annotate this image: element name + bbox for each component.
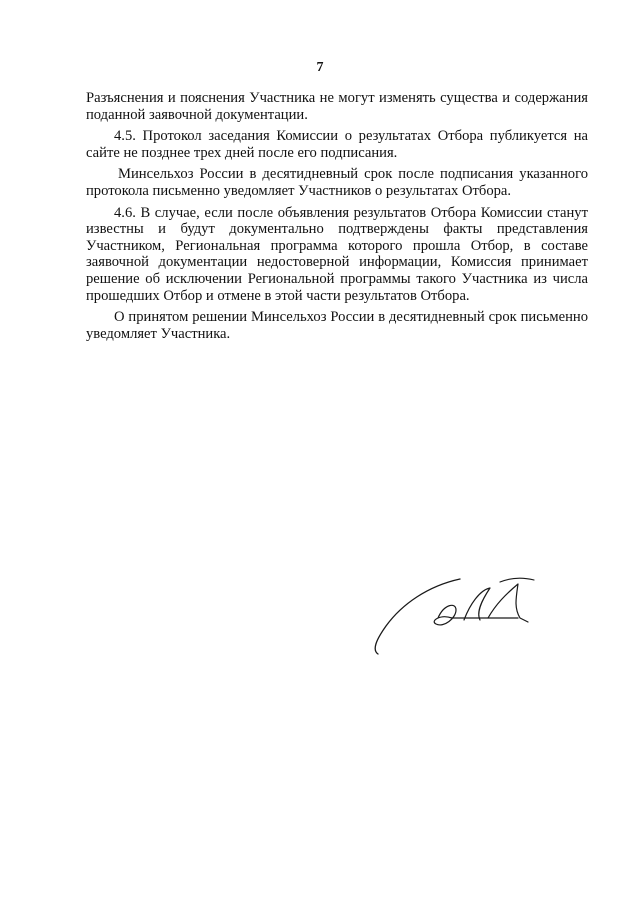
- paragraph-clarifications: Разъяснения и пояснения Участника не могут изменять существа и содержания поданной заявочной документации.: [86, 90, 588, 123]
- paragraph-4-6: 4.6. В случае, если после объявления результатов Отбора Комиссии станут известны и будут документально подтверждены факты представления Участником, Региональная программа которого прошла Отбор, в составе заявочной документации недостоверной информации, Комиссия принимает решение об исключении Региональной программы такого Участника из числа прошедших Отбор и отмене в этой части результатов Отбора.: [86, 204, 588, 304]
- paragraph-notification: Минсельхоз России в десятидневный срок после подписания указанного протокола письменно уведомляет Участников о результатах Отбора.: [86, 166, 588, 199]
- paragraph-decision: О принятом решении Минсельхоз России в десятидневный срок письменно уведомляет Участника.: [86, 309, 588, 342]
- handwritten-signature: [368, 574, 538, 658]
- page-number: 7: [316, 60, 324, 75]
- document-body: [86, 90, 588, 347]
- paragraph-4-5: 4.5. Протокол заседания Комиссии о результатах Отбора публикуется на сайте не позднее трех дней после его подписания.: [86, 128, 588, 161]
